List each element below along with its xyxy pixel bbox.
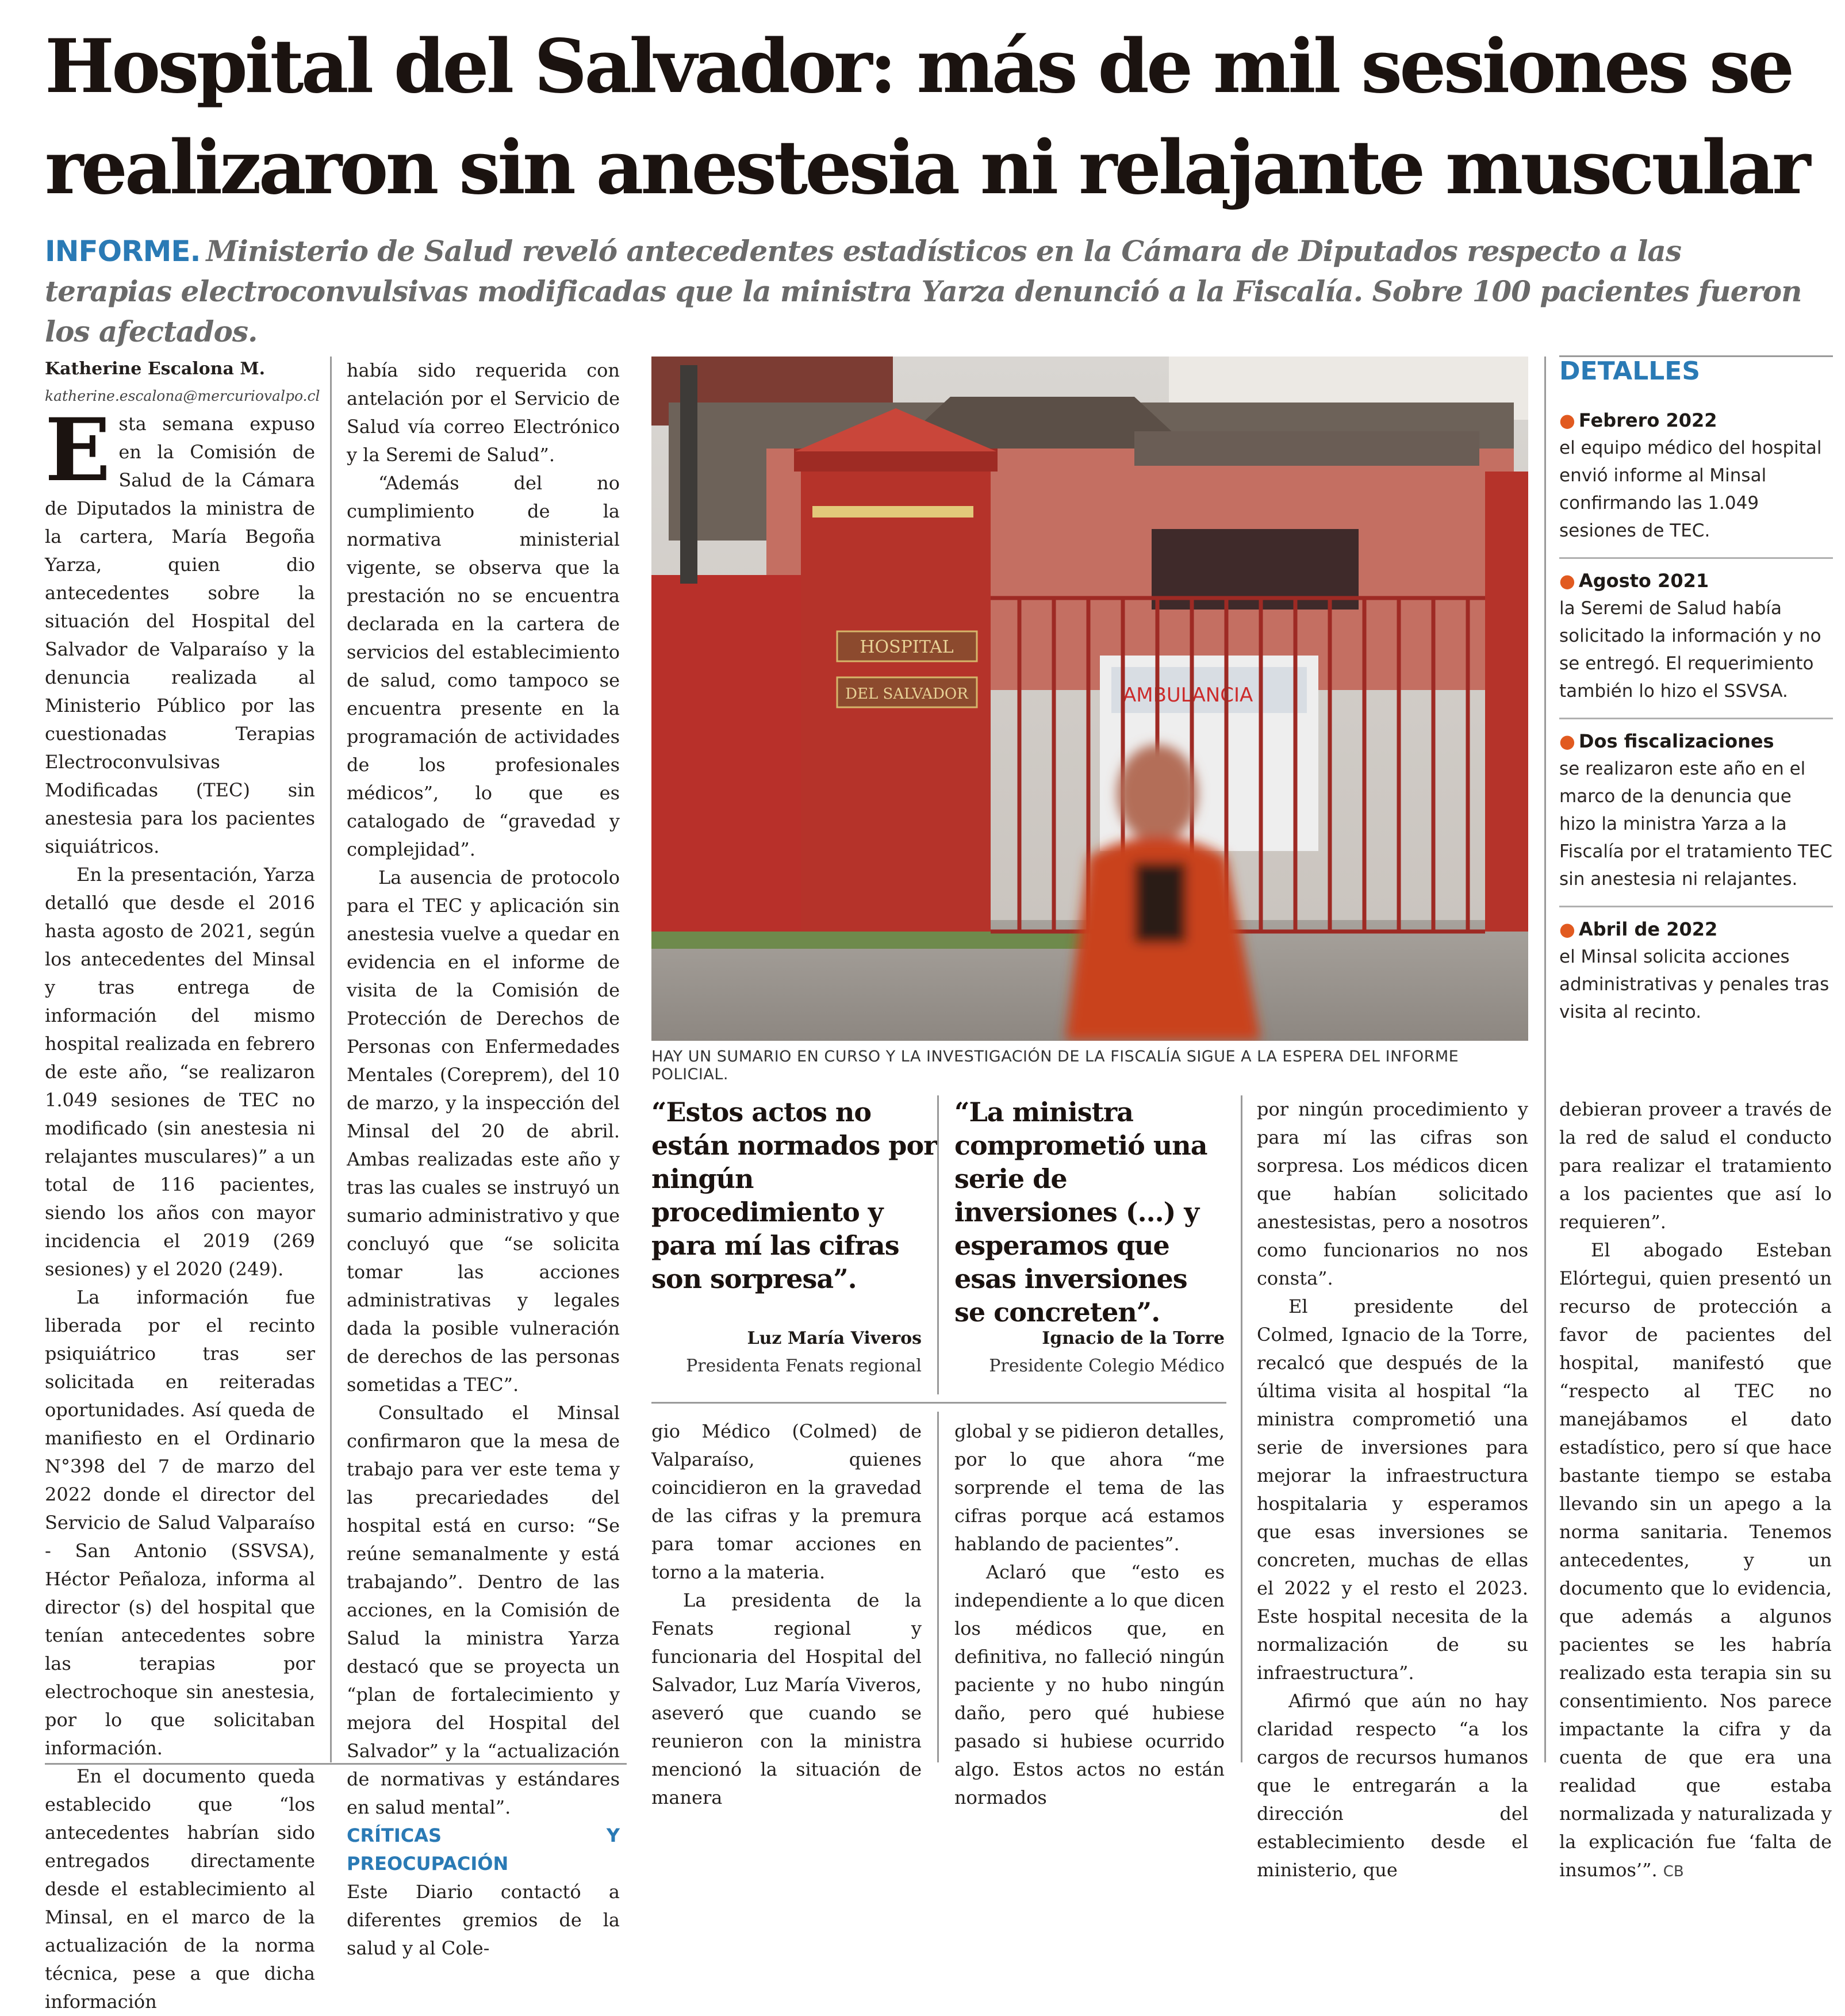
paragraph: Consultado el Minsal confirmaron que la mesa de trabajo para ver este tema y las precariedades del hospital está en curso: “Se reúne semanalmente y está trabajando”. Dentro de las acciones, en la Comisión de Salud la ministra Yarza destacó que se proyecta un “plan de fortalecimiento y mejora del Hospital del Salvador” y la “actualización de normativas y estándares en salud mental”. [347,1402,620,1818]
bullet-icon: ● [1559,409,1575,431]
article-column-3 [651,1417,922,1812]
drop-cap: E [45,400,111,501]
pull-quote-2: “La ministra comprometió una serie de inversiones (...) y esperamos que esas inversiones se concreten”. [954,1097,1207,1328]
paragraph: Aclaró que “esto es independiente a lo que dicen los médicos que, en definitiva, no falleció ningún paciente y no hubo ningún daño, pero qué hubiese pasado si hubiese ocurrido algo. Estos actos no están normados [954,1561,1225,1808]
paragraph: El presidente del Colmed, Ignacio de la Torre, recalcó que después de la última visita al hospital “la ministra comprometió una serie de inversiones para mejorar la infraestructura hospitalaria y esperamos que esas inversiones se concreten, muchas de ellas el 2022 y el resto el 2023. Este hospital necesita de la normalización de su infraestructura”. [1257,1296,1528,1684]
paragraph: La información fue liberada por el recinto psiquiátrico tras ser solicitada en reiteradas oportunidades. Así queda de manifiesto en el Ordinario N°398 del 7 de marzo del 2022 donde el director del Servicio de Salud Valparaíso - San Antonio (SSVSA), Héctor Peñaloza, informa al director (s) del hospital que tenían antecedentes sobre las terapias por electrochoque sin anestesia, por lo que solicitaban información. [45,1286,315,1759]
photo-caption: HAY UN SUMARIO EN CURSO Y LA INVESTIGACIÓN DE LA FISCALÍA SIGUE A LA ESPERA DEL INFORME POLICIAL. [651,1048,1459,1083]
bullet-icon: ● [1559,570,1575,592]
hospital-entrance-photo [651,357,1528,1041]
bullet-icon: ● [1559,730,1575,752]
deck [45,231,1816,352]
paragraph: En la presentación, Yarza detalló que desde el 2016 hasta agosto de 2021, según los antecedentes del Minsal y tras entrega de información del mismo hospital realizada en febrero de este año, “se realizaron 1.049 sesiones de TEC no modificado (sin anestesia ni relajantes musculares)” a un total de 116 pacientes, siendo los años con mayor incidencia el 2019 (269 sesiones) y el 2020 (249). [45,864,315,1280]
sign-line-1: HOSPITAL [860,637,954,657]
paragraph: gio Médico (Colmed) de Valparaíso, quienes coincidieron en la gravedad de las cifras y la premura para tomar acciones en torno a la materia. [651,1420,922,1583]
paragraph: La presidenta de la Fenats regional y funcionaria del Hospital del Salvador, Luz María Viveros, aseveró que cuando se reunieron con la ministra mencionó la situación de manera [651,1589,922,1808]
paragraph: global y se pidieron detalles, por lo que ahora “me sorprende el tema de las cifras porque acá estamos hablando de pacientes”. [954,1420,1225,1555]
quote-bottom-rule [651,1402,1226,1404]
sidebar-item: ● Dos fiscalizaciones se realizaron este año en el marco de la denuncia que hizo la ministra Yarza a la Fiscalía por el tratamiento TEC sin anestesia ni relajantes. [1559,719,1833,907]
sign-line-2: DEL SALVADOR [845,685,968,703]
sidebar-divider [1544,357,1546,1762]
paragraph: por ningún procedimiento y para mí las cifras son sorpresa. Los médicos dicen que habían solicitado anestesistas, pero a nosotros como funcionarios no nos consta”. [1257,1098,1528,1289]
ambulance-text: AMBULANCIA [1123,684,1253,707]
quote-1-role: Presidenta Fenats regional [686,1356,922,1376]
paragraph: Esta semana expuso en la Comisión de Salud de la Cámara de Diputados la ministra de la cartera, María Begoña Yarza, quien dio antecedentes sobre la situación del Hospital del Salvador de Valparaíso y la denuncia realizada al Ministerio Público por las cuestionadas Terapias Electroconvulsivas Modificadas (TEC) sin anestesia para los pacientes siquiátricos. [45,400,315,857]
sidebar-item: ● Abril de 2022 el Minsal solicita acciones administrativas y penales tras visita al recinto. [1559,918,1829,1022]
details-sidebar [1559,357,1833,1038]
article-column-1 [45,357,320,2016]
paragraph: debieran proveer a través de la red de salud el conducto para realizar el tratamiento a los pacientes que así lo requieren”. [1559,1098,1832,1233]
deck-text: Ministerio de Salud reveló antecedentes estadísticos en la Cámara de Diputados respecto a las terapias electroconvulsivas modificadas que la ministra Yarza denunció a la Fiscalía. Sobre 100 pacientes fueron los afectados. [45,234,1802,348]
column-divider [937,1095,939,1394]
paragraph: había sido requerida con antelación por el Servicio de Salud vía correo Electrónico y la Seremi de Salud”. [347,359,620,466]
author-name: Katherine Escalona M. [45,359,266,379]
column-divider [1241,1095,1242,1762]
bottom-rule [45,1763,627,1765]
quote-2-name: Ignacio de la Torre [1042,1328,1225,1348]
article-column-5 [1257,1095,1528,1884]
paragraph: El abogado Esteban Elórtegui, quien presentó un recurso de protección a favor de pacientes del hospital, manifestó que “respecto al TEC no manejábamos el dato estadístico, pero sí que hace bastante tiempo se estaba llevando sin un apego a la norma sanitaria. Tenemos antecedentes, y un documento que lo evidencia, que además a algunos pacientes se les habría realizado esta terapia sin su consentimiento. Nos parece impactante la cifra y da cuenta de que era una realidad que estaba normalizada y naturalizada y la explicación fue ‘falta de insumos’”. CB [1559,1239,1832,1881]
paragraph: “Además del no cumplimiento de la normativa ministerial vigente, se observa que la prestación no se encuentra declarada en la cartera de servicios del establecimiento de salud, como tampoco se encuentra presente en la programación de actividades de los profesionales médicos”, lo que es catalogado de “gravedad y complejidad”. [347,472,620,860]
article-column-6 [1559,1095,1832,1886]
quote-2-role: Presidente Colegio Médico [989,1356,1225,1376]
paragraph: La ausencia de protocolo para el TEC y aplicación sin anestesia vuelve a quedar en evidencia en el informe de visita de la Comisión de Protección de Derechos de Personas con Enfermedades Mentales (Coreprem), del 10 de marzo, y la inspección del Minsal del 20 de abril. Ambas realizadas este año y tras las cuales se instruyó un sumario administrativo y que concluyó que “se solicita tomar las acciones administrativas y legales dada la posible vulneración de derechos de las personas sometidas a TEC”. [347,867,620,1396]
quote-1-name: Luz María Viveros [747,1328,922,1348]
paragraph: Este Diario contactó a diferentes gremios de la salud y al Cole- [347,1881,620,1959]
deck-kicker: INFORME. [45,235,201,268]
column-divider [330,357,332,1762]
paragraph: En el documento queda establecido que “los antecedentes habrían sido entregados directamente desde el establecimiento al Minsal, en el marco de la actualización de la norma técnica, pese a que dicha información [45,1765,315,2013]
pull-quote-1: “Estos actos no están normados por ningún procedimiento y para mí las cifras son sorpresa”. [651,1097,937,1294]
bullet-icon: ● [1559,918,1575,940]
paragraph: Afirmó que aún no hay claridad respecto “a los cargos de recursos humanos que le entregarán a la dirección del establecimiento desde el ministerio, que [1257,1690,1528,1881]
sidebar-item: ● Agosto 2021 la Seremi de Salud había solicitado la información y no se entregó. El requerimiento también lo hizo el SSVSA. [1559,559,1833,719]
article-column-2 [347,357,620,1963]
end-mark: CB [1663,1863,1684,1880]
headline: Hospital del Salvador: más de mil sesiones se realizaron sin anestesia ni relajante muscular [45,24,1808,211]
sidebar-title: DETALLES [1559,357,1701,386]
sidebar-item: ● Febrero 2022 el equipo médico del hospital envió informe al Minsal confirmando las 1.049 sesiones de TEC. [1559,398,1833,559]
section-subhead: CRÍTICAS Y PREOCUPACIÓN [347,1825,620,1875]
column-divider [937,1412,939,1762]
article-column-4 [954,1417,1225,1812]
author-email[interactable]: katherine.escalona@mercuriovalpo.cl [45,388,320,404]
